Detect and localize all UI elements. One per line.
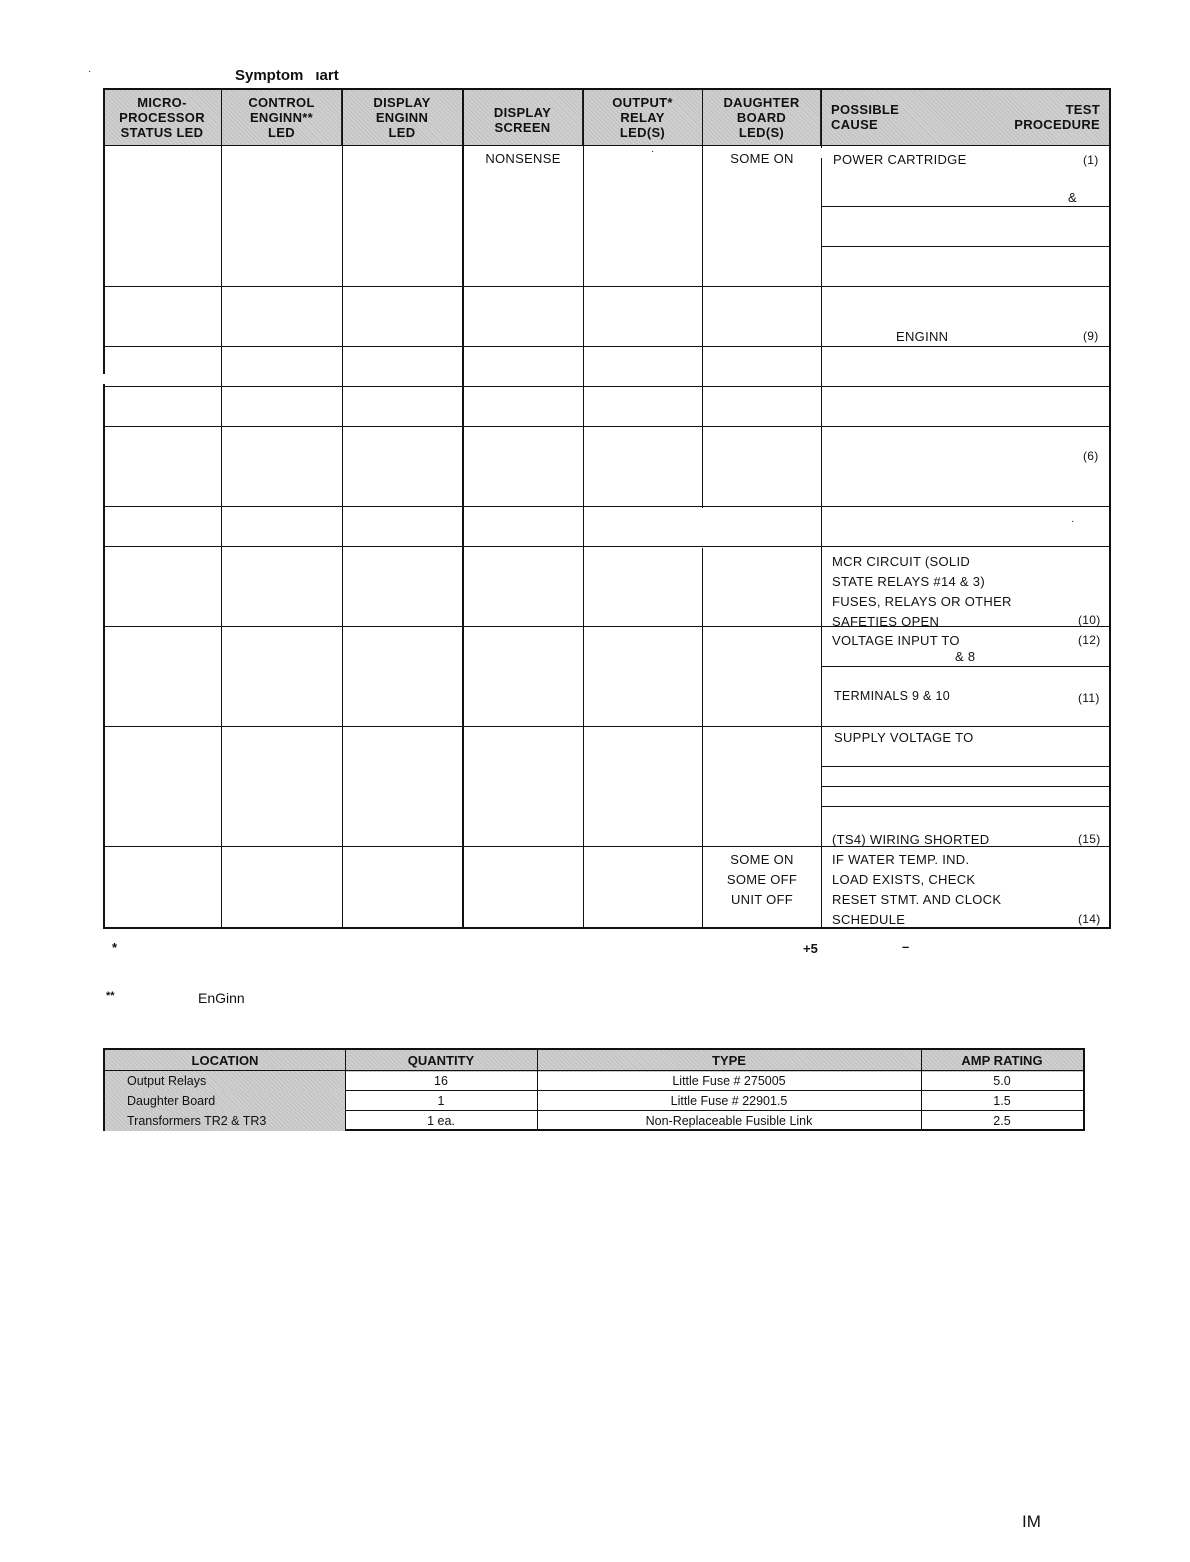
border-left-upper bbox=[103, 88, 105, 374]
border-left-lower bbox=[103, 384, 105, 929]
header-output-relay: OUTPUT* RELAY LED(S) bbox=[583, 88, 703, 146]
col-line-6-header bbox=[821, 88, 822, 148]
fuse-row-2-amp: 1.5 bbox=[993, 1094, 1011, 1108]
fuse-row-3-type: Non-Replaceable Fusible Link bbox=[645, 1114, 813, 1128]
row-line-5 bbox=[103, 426, 1111, 427]
r11-daughter-board: SOME ON SOME OFF UNIT OFF bbox=[726, 852, 798, 907]
r1-daughter-board: SOME ON bbox=[730, 151, 794, 166]
header-test-procedure: TEST PROCEDURE bbox=[1014, 102, 1100, 132]
footnote-dash: – bbox=[902, 939, 910, 954]
header-control-enginn: CONTROL ENGINN** LED bbox=[222, 88, 342, 146]
fuse-row-2-type: Little Fuse # 22901.5 bbox=[670, 1094, 788, 1108]
row-line-9 bbox=[103, 726, 1111, 727]
fuse-row-3-amp: 2.5 bbox=[993, 1114, 1011, 1128]
border-right bbox=[1109, 88, 1111, 929]
header-display-enginn: DISPLAY ENGINN LED bbox=[342, 88, 463, 146]
col-line-2 bbox=[342, 88, 343, 929]
col-line-6 bbox=[821, 158, 822, 929]
cause-subline-6 bbox=[822, 806, 1111, 807]
header-possible-cause: POSSIBLE CAUSE bbox=[831, 102, 900, 132]
footnote-double-star: ** bbox=[106, 990, 115, 1002]
row-line-7 bbox=[103, 546, 1111, 547]
col-line-3 bbox=[462, 88, 464, 929]
header-micro-processor: MICRO- PROCESSOR STATUS LED bbox=[103, 88, 222, 146]
fuse-row-2-location: Daughter Board bbox=[105, 1091, 345, 1111]
r7-mark: · bbox=[1071, 516, 1075, 527]
footnote-star: * bbox=[112, 940, 118, 955]
fuse-row-3-quantity: 1 ea. bbox=[427, 1114, 455, 1128]
page-title bbox=[235, 67, 339, 84]
fuse-header-quantity: QUANTITY bbox=[345, 1050, 537, 1072]
fuse-row-1-type: Little Fuse # 275005 bbox=[672, 1074, 786, 1088]
col-line-1 bbox=[221, 88, 222, 929]
fuse-table bbox=[103, 1048, 1085, 1131]
row-line-6 bbox=[103, 506, 1111, 507]
cause-subline-1 bbox=[822, 206, 1111, 207]
r9-possible-cause-c: TERMINALS 9 & 10 bbox=[834, 689, 950, 703]
row-line-3 bbox=[103, 346, 1111, 347]
col-line-4 bbox=[583, 88, 584, 929]
fuse-row-1-quantity: 16 bbox=[434, 1074, 448, 1088]
symptom-chart bbox=[103, 88, 1111, 929]
page-footer-label: IM bbox=[1022, 1512, 1041, 1531]
row-line-2 bbox=[103, 286, 1111, 287]
r1-output-mark: · bbox=[651, 146, 655, 157]
title-word-2: ıart bbox=[315, 67, 339, 84]
fuse-row-1-amp: 5.0 bbox=[993, 1074, 1011, 1088]
cause-subline-3 bbox=[822, 666, 1111, 667]
header-display-screen: DISPLAY SCREEN bbox=[463, 88, 583, 146]
border-top bbox=[103, 88, 1111, 90]
fuse-row-2-quantity: 1 bbox=[437, 1094, 445, 1108]
r9-test-procedure-c: (11) bbox=[1078, 691, 1100, 705]
header-bottom-line bbox=[103, 145, 1111, 146]
r3-test-procedure: (9) bbox=[1083, 329, 1099, 343]
fuse-header-type: TYPE bbox=[537, 1050, 921, 1072]
r11-test-procedure: (14) bbox=[1078, 912, 1101, 926]
r10-test-procedure: (15) bbox=[1078, 832, 1101, 846]
fuse-header-location: LOCATION bbox=[105, 1050, 345, 1072]
r1-display-screen: NONSENSE bbox=[485, 151, 561, 166]
r8-test-procedure: (10) bbox=[1078, 613, 1101, 627]
row-line-4 bbox=[103, 386, 1111, 387]
corner-mark: · bbox=[88, 66, 92, 77]
fuse-header-amp-rating: AMP RATING bbox=[921, 1050, 1083, 1072]
r9-test-procedure-a: (12) bbox=[1078, 633, 1101, 647]
r9-possible-cause-b: & 8 bbox=[955, 649, 976, 664]
r1-possible-cause: POWER CARTRIDGE bbox=[833, 152, 967, 167]
footnote-plus5: +5 bbox=[803, 941, 818, 956]
fuse-row-1-location: Output Relays bbox=[105, 1071, 345, 1091]
title-word: Symptom bbox=[235, 67, 304, 84]
r6-test-procedure: (6) bbox=[1083, 449, 1099, 463]
r11-possible-cause: IF WATER TEMP. IND. LOAD EXISTS, CHECK RESET STMT. AND CLOCK SCHEDULE bbox=[832, 852, 1002, 927]
header-cause-test bbox=[821, 88, 1111, 146]
r8-possible-cause: MCR CIRCUIT (SOLID STATE RELAYS #14 & 3) FUSES, RELAYS OR OTHER SAFETIES OPEN bbox=[832, 554, 1012, 629]
r1-ampersand: & bbox=[1068, 190, 1077, 205]
header-daughter-board: DAUGHTER BOARD LED(S) bbox=[703, 88, 821, 146]
fuse-row-3-location: Transformers TR2 & TR3 bbox=[105, 1111, 345, 1131]
r10-possible-cause-b: (TS4) WIRING SHORTED bbox=[832, 832, 990, 847]
cause-subline-2 bbox=[822, 246, 1111, 247]
cause-subline-5 bbox=[822, 786, 1111, 787]
r9-possible-cause-a: VOLTAGE INPUT TO bbox=[832, 633, 960, 648]
r1-test-procedure: (1) bbox=[1083, 153, 1099, 167]
cause-subline-4 bbox=[822, 766, 1111, 767]
r10-possible-cause-a: SUPPLY VOLTAGE TO bbox=[834, 730, 974, 745]
footnote-enginn: EnGinn bbox=[198, 990, 245, 1006]
r3-possible-cause: ENGINN bbox=[896, 329, 949, 344]
